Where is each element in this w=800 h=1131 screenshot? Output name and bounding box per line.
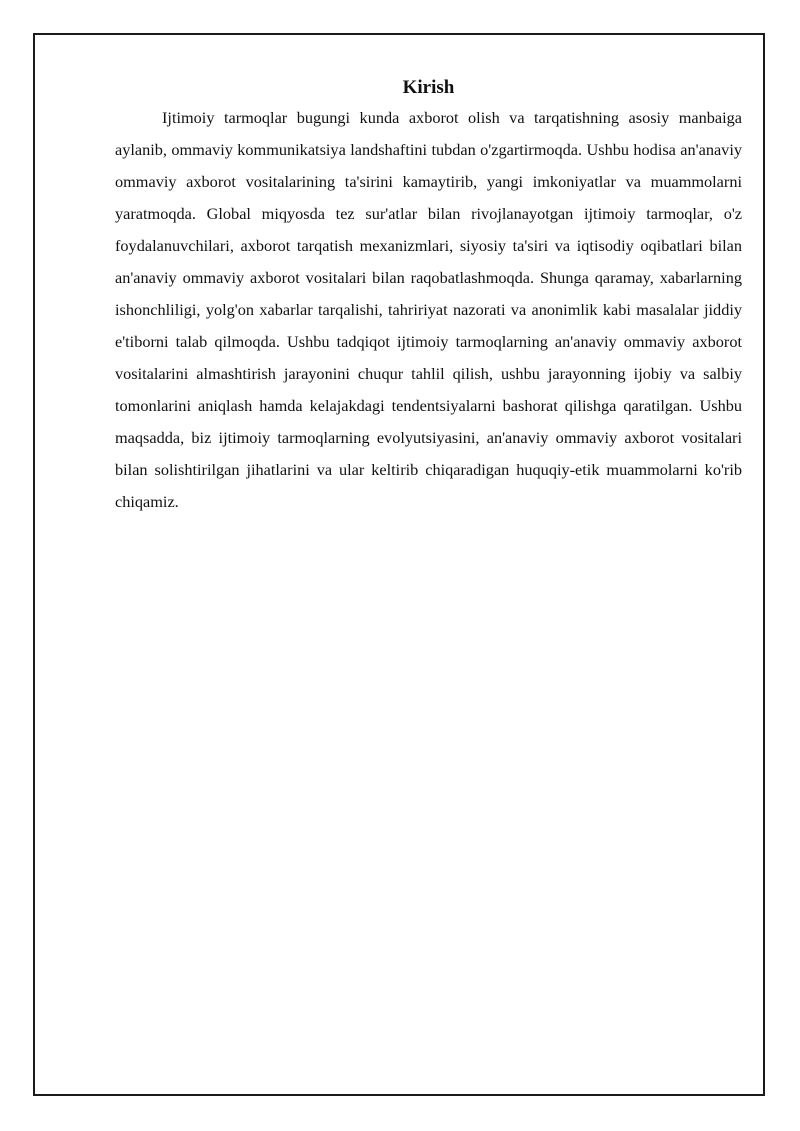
document-body xyxy=(115,74,742,518)
body-paragraph: Ijtimoiy tarmoqlar bugungi kunda axborot olish va tarqatishning asosiy manbaiga aylanib, ommaviy kommunikatsiya landshaftini tubdan o'zgartirmoqda. Ushbu hodisa an'anaviy ommaviy axborot vositalarining ta'sirini kamaytirib, yangi imkoniyatlar va muammolarni yaratmoqda. Global miqyosda tez sur'atlar bilan rivojlanayotgan ijtimoiy tarmoqlar, o'z foydalanuvchilari, axborot tarqatish mexanizmlari, siyosiy ta'siri va iqtisodiy oqibatlari bilan an'anaviy ommaviy axborot vositalari bilan raqobatlashmoqda. Shunga qaramay, xabarlarning ishonchliligi, yolg'on xabarlar tarqalishi, tahririyat nazorati va anonimlik kabi masalalar jiddiy e'tiborni talab qilmoqda. Ushbu tadqiqot ijtimoiy tarmoqlarning an'anaviy ommaviy axborot vositalarini almashtirish jarayonini chuqur tahlil qilish, ushbu jarayonning ijobiy va salbiy tomonlarini aniqlash hamda kelajakdagi tendentsiyalarni bashorat qilishga qaratilgan. Ushbu maqsadda, biz ijtimoiy tarmoqlarning evolyutsiyasini, an'anaviy ommaviy axborot vositalari bilan solishtirilgan jihatlarini va ular keltirib chiqaradigan huquqiy-etik muammolarni ko'rib chiqamiz. xyxy=(115,108,742,511)
section-title: Kirish xyxy=(402,77,455,98)
